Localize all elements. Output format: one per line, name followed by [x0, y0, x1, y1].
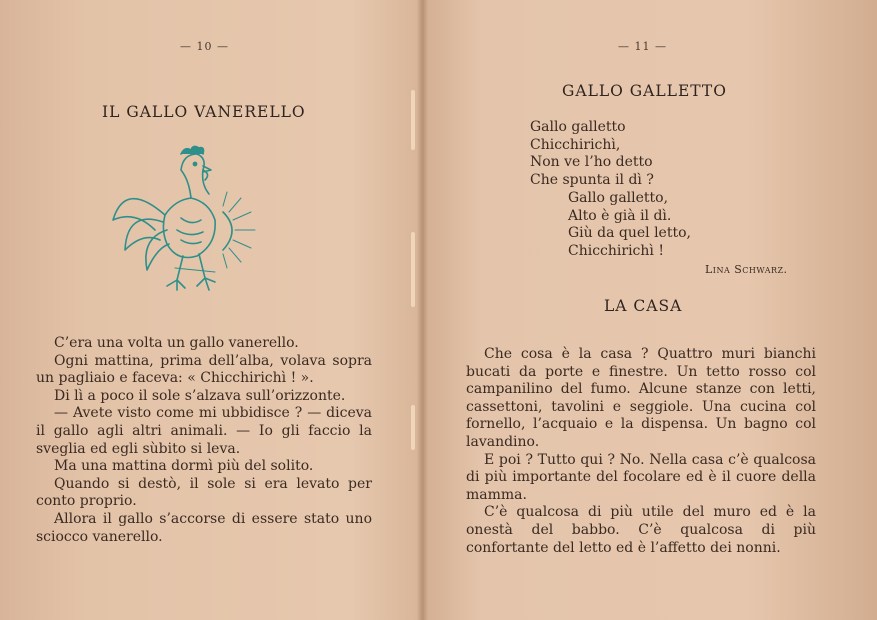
prose-text — [466, 346, 816, 557]
paragraph: Ma una mattina dormì più del solito. — [54, 458, 314, 475]
poem-line: Alto è già il dì. — [568, 207, 672, 224]
poem-line: Gallo galletto — [530, 119, 626, 135]
paragraph: Ogni mattina, prima dell’alba, volava sopra un pagliaio e faceva: « Chicchirichì ! ». — [36, 352, 372, 387]
poem — [530, 119, 691, 261]
story-text — [36, 335, 372, 546]
paragraph: Di lì a poco il sole s’alzava sull’orizzonte. — [54, 387, 346, 404]
paragraph: C’era una volta un gallo vanerello. — [54, 335, 299, 351]
prose-title: LA CASA — [604, 297, 683, 315]
paragraph: Quando si destò, il sole si era levato per conto proprio. — [36, 475, 372, 510]
poem-line: Non ve l’ho detto — [530, 154, 653, 171]
poem-line: Chicchirichì ! — [568, 242, 664, 259]
paragraph: — Avete visto come mi ubbidisce ? — diceva il gallo agli altri animali. — Io gli faccio la sveglia ed egli sùbito si leva. — [36, 405, 372, 457]
poem-line: Gallo galletto, — [568, 189, 669, 206]
paragraph: C’è qualcosa di più utile del muro ed è la onestà del babbo. C’è qualcosa di più confortante del letto ed è l’affetto dei nonni. — [466, 504, 816, 556]
paragraph: Allora il gallo s’accorse di essere stato uno sciocco vanerello. — [36, 510, 372, 545]
left-page — [0, 0, 415, 620]
poem-author: Lina Schwarz. — [705, 263, 788, 276]
poem-line: Chicchirichì, — [530, 136, 621, 153]
poem-title: GALLO GALLETTO — [562, 82, 727, 100]
page-number: — 10 — — [180, 40, 229, 53]
rooster-sun-illustration — [105, 140, 265, 310]
paragraph: E poi ? Tutto qui ? No. Nella casa c’è qualcosa di più importante del focolare ed è il cuore della mamma. — [466, 451, 816, 503]
paragraph: Che cosa è la casa ? Quattro muri bianchi bucati da porte e finestre. Un tetto rosso col campanilino del fumo. Alcune stanze con letti, cassettoni, tavolini e seggiole. Una cucina col fornello, l’acquaio e la dispensa. Un bagno col lavandino. — [466, 346, 816, 450]
poem-line: Che spunta il dì ? — [530, 172, 654, 189]
story-title: IL GALLO VANERELLO — [102, 103, 306, 121]
page-number: — 11 — — [618, 40, 667, 53]
right-page — [420, 0, 877, 620]
poem-line: Giù da quel letto, — [568, 225, 691, 242]
